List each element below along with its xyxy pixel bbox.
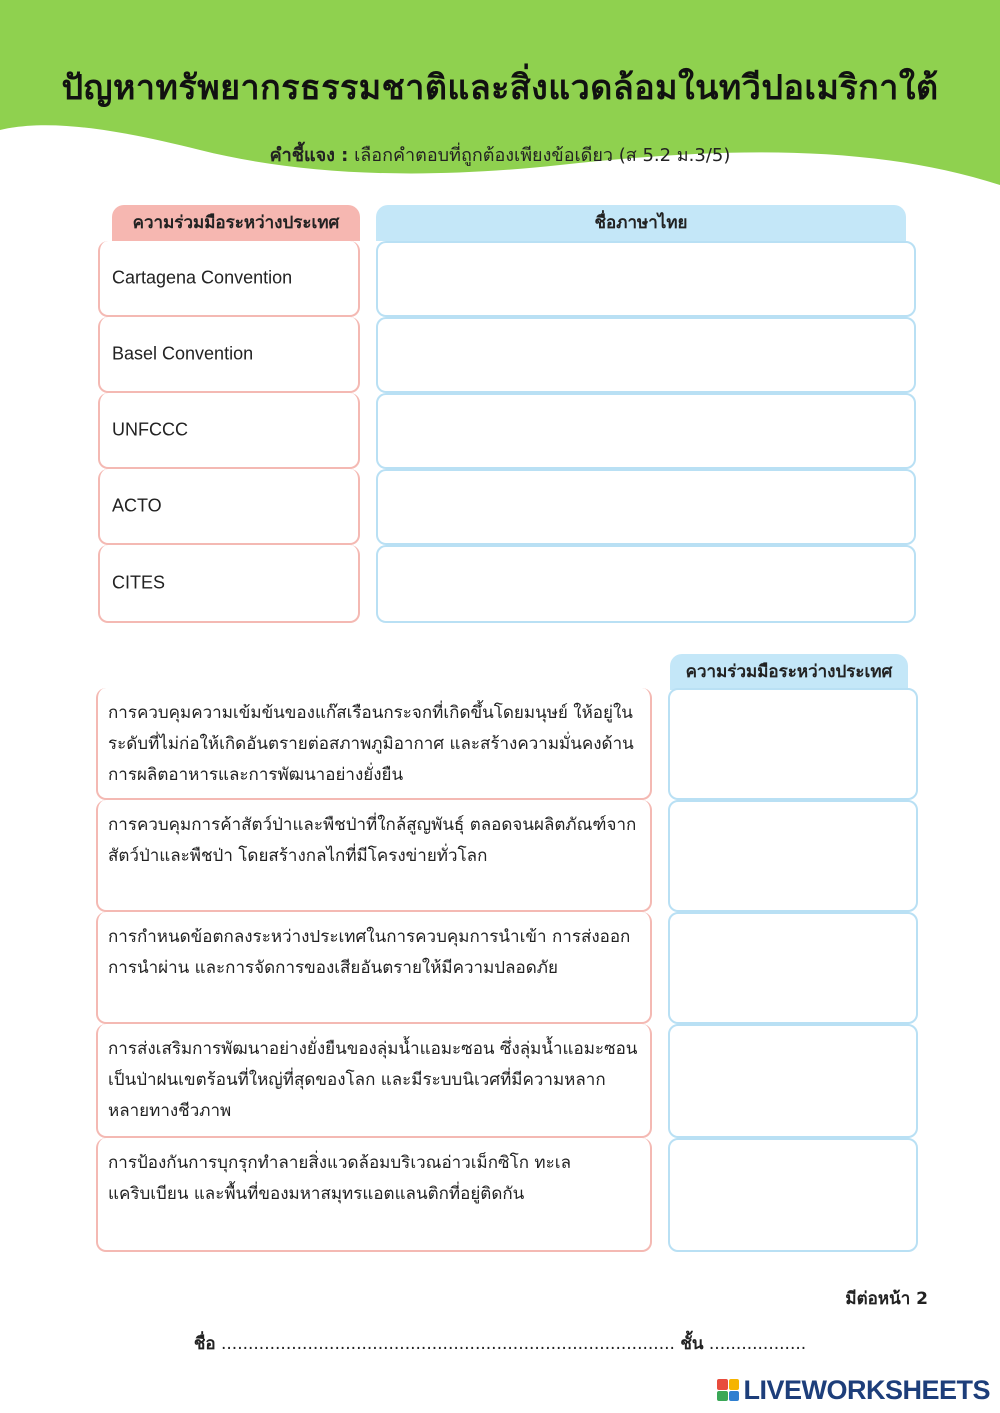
- description-row: [96, 1138, 652, 1252]
- description-row: [96, 912, 652, 1024]
- section1-right-header: ชื่อภาษาไทย: [376, 205, 906, 241]
- class-label: ชั้น: [680, 1334, 704, 1354]
- logo-squares-icon: [717, 1379, 739, 1401]
- org-row: [98, 393, 360, 469]
- description-row: [96, 800, 652, 912]
- description-row: [96, 1024, 652, 1138]
- org-row: [98, 545, 360, 623]
- name-blank[interactable]: ....................................................................................: [220, 1334, 675, 1354]
- instruction-label: คำชี้แจง :: [269, 145, 349, 166]
- description-text: การควบคุมการค้าสัตว์ป่าและพืชป่าที่ใกล้สูญพันธุ์ ตลอดจนผลิตภัณฑ์จากสัตว์ป่าและพืชป่า โดยสร้างกลไกที่มีโครงข่ายทั่วโลก: [108, 815, 637, 866]
- org-name: ACTO: [112, 495, 162, 516]
- org-name: CITES: [112, 572, 166, 593]
- org-row: [98, 241, 360, 317]
- org-name: Cartagena Convention: [112, 267, 293, 288]
- org-answer-box[interactable]: [668, 1138, 918, 1252]
- brand-name: LIVEWORKSHEETS: [743, 1374, 990, 1405]
- thai-name-answer-box[interactable]: [376, 241, 916, 317]
- thai-name-answer-box[interactable]: [376, 545, 916, 623]
- liveworksheets-logo: [717, 1375, 990, 1405]
- org-name: Basel Convention: [112, 343, 254, 364]
- description-row: [96, 688, 652, 800]
- continued-note: มีต่อหน้า 2: [845, 1289, 928, 1309]
- org-row: [98, 469, 360, 545]
- instruction: [0, 140, 1000, 169]
- instruction-text: เลือกคำตอบที่ถูกต้องเพียงข้อเดียว (ส 5.2 ม.3/5): [354, 145, 731, 166]
- thai-name-answer-box[interactable]: [376, 469, 916, 545]
- org-answer-box[interactable]: [668, 1024, 918, 1138]
- section1-left-header: ความร่วมมือระหว่างประเทศ: [112, 205, 360, 241]
- org-row: [98, 317, 360, 393]
- description-text: การป้องกันการบุกรุกทำลายสิ่งแวดล้อมบริเวณอ่าวเม็กซิโก ทะเลแคริบเบียน และพื้นที่ของมหาสมุทรแอตแลนติกที่อยู่ติดกัน: [108, 1153, 571, 1204]
- org-answer-box[interactable]: [668, 912, 918, 1024]
- description-text: การส่งเสริมการพัฒนาอย่างยั่งยืนของลุ่มน้ำแอมะซอน ซึ่งลุ่มน้ำแอมะซอนเป็นป่าฝนเขตร้อนที่ใหญ่ที่สุดของโลก และมีระบบนิเวศที่มีความหลากหลายทางชีวภาพ: [108, 1039, 638, 1121]
- name-label: ชื่อ: [193, 1334, 216, 1354]
- org-answer-box[interactable]: [668, 800, 918, 912]
- class-blank[interactable]: ..................: [708, 1334, 807, 1354]
- thai-name-answer-box[interactable]: [376, 317, 916, 393]
- name-class-line: [0, 1330, 1000, 1357]
- description-text: การควบคุมความเข้มข้นของแก๊สเรือนกระจกที่เกิดขึ้นโดยมนุษย์ ให้อยู่ในระดับที่ไม่ก่อให้เกิดอันตรายต่อสภาพภูมิอากาศ และสร้างความมั่นคงด้านการผลิตอาหารและการพัฒนาอย่างยั่งยืน: [108, 703, 634, 785]
- section2-right-header: ความร่วมมือระหว่างประเทศ: [670, 654, 908, 690]
- page-title: ปัญหาทรัพยากรธรรมชาติและสิ่งแวดล้อมในทวีปอเมริกาใต้: [61, 68, 939, 108]
- description-text: การกำหนดข้อตกลงระหว่างประเทศในการควบคุมการนำเข้า การส่งออก การนำผ่าน และการจัดการของเสียอันตรายให้มีความปลอดภัย: [108, 927, 631, 978]
- thai-name-answer-box[interactable]: [376, 393, 916, 469]
- org-answer-box[interactable]: [668, 688, 918, 800]
- org-name: UNFCCC: [112, 419, 188, 440]
